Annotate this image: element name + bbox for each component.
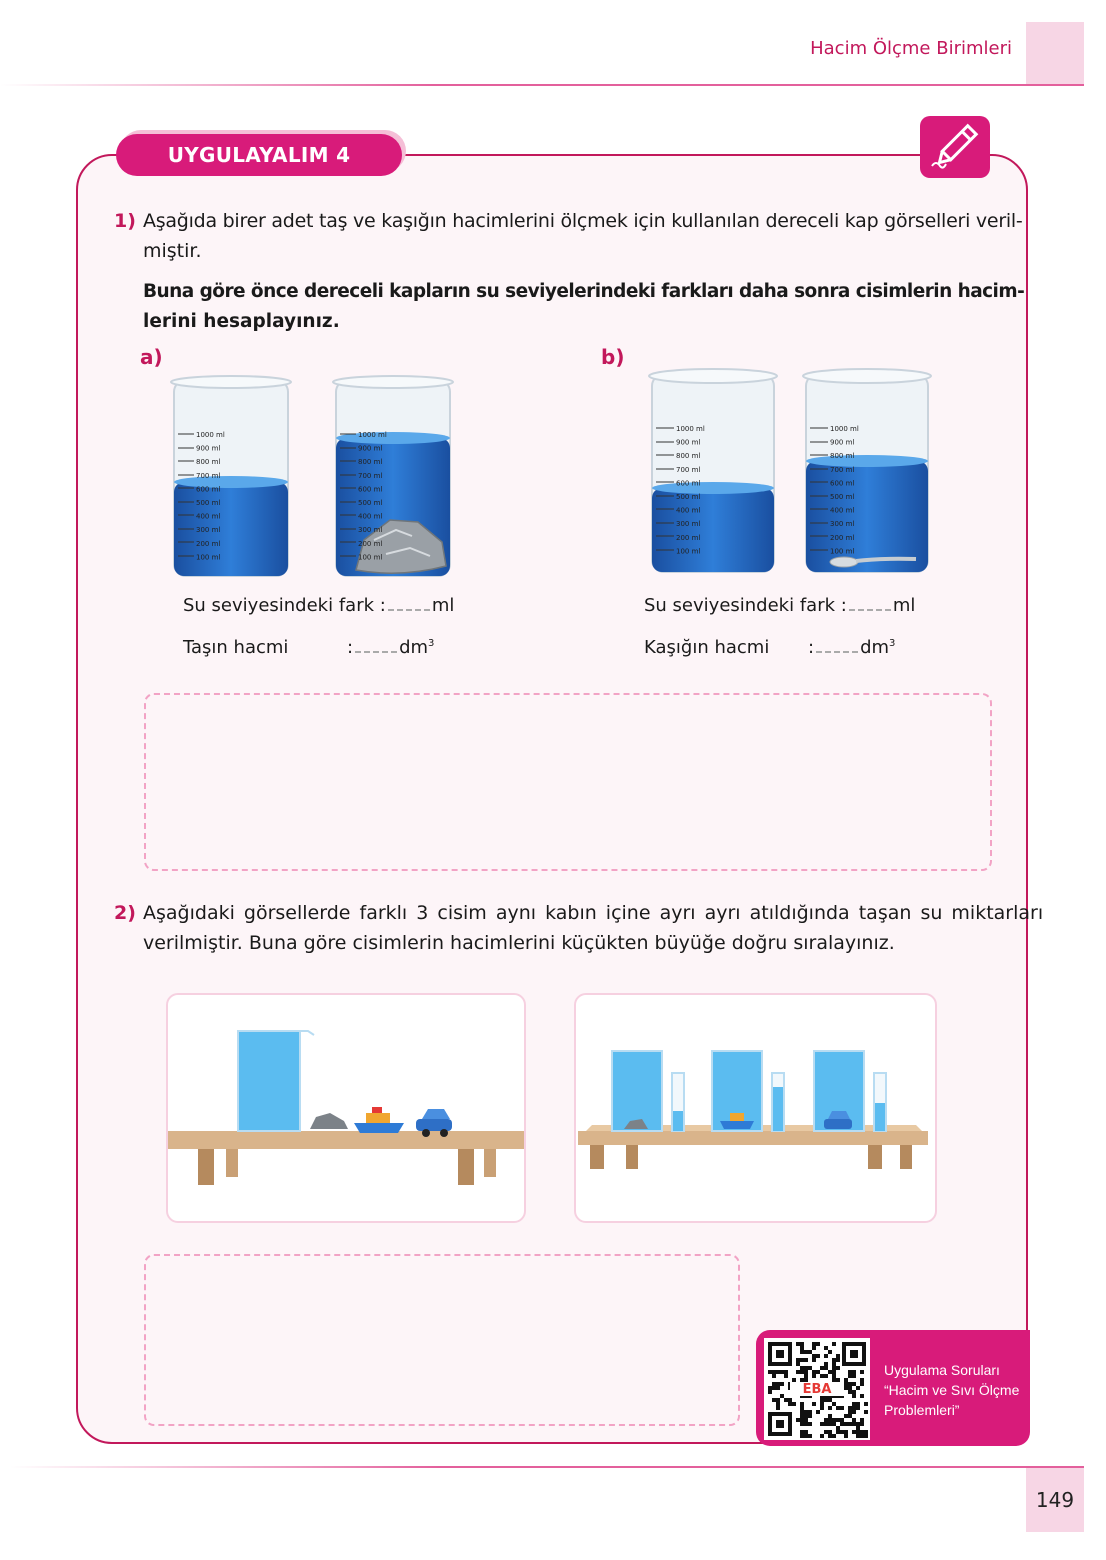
rock-small-image [310, 1113, 348, 1129]
scale-label: 200 ml [358, 539, 383, 548]
header-title: Hacim Ölçme Birimleri [810, 38, 1012, 59]
section-badge: UYGULAYALIM 4 [116, 134, 402, 176]
part-b-volume-blank[interactable] [816, 637, 858, 653]
part-a-volume-blank[interactable] [355, 637, 397, 653]
eba-caption-line1: Uygulama Soruları [884, 1362, 1000, 1378]
scene-objects [166, 993, 526, 1223]
boat-toy-image [354, 1107, 404, 1133]
part-a-volume-colon: : [347, 637, 354, 658]
scale-label: 800 ml [676, 452, 701, 461]
eba-logo-text: EBA [802, 1382, 832, 1397]
footer-divider [10, 1466, 1084, 1468]
answer-box-1[interactable] [144, 693, 992, 871]
part-a-difference-blank[interactable] [388, 595, 430, 611]
scale-label: 600 ml [830, 479, 855, 488]
scale-label: 200 ml [676, 533, 701, 542]
scale-label: 800 ml [358, 458, 383, 467]
beaker-a-before [171, 376, 291, 576]
question-1-instruction-line1: Buna göre önce dereceli kapların su seviyelerindeki farkları daha sonra cisimlerin hacim- [143, 281, 1025, 302]
header-divider [0, 84, 1084, 86]
scale-label: 800 ml [196, 458, 221, 467]
tube-car-image [874, 1073, 886, 1131]
scale-label: 800 ml [830, 452, 855, 461]
beaker-b-after [803, 369, 931, 572]
question-1-number: 1) [114, 210, 136, 232]
scale-label: 1000 ml [358, 431, 387, 439]
part-a-difference-label: Su seviyesindeki fark : [183, 595, 386, 616]
part-b-volume [808, 637, 895, 658]
question-1-line2: miştir. [143, 240, 202, 262]
part-a-difference-unit: ml [431, 595, 455, 616]
scale-label: 900 ml [830, 438, 855, 447]
question-2-line2: verilmiştir. Buna göre cisimlerin hacimlerini küçükten büyüğe doğru sıralayınız. [143, 932, 895, 954]
beaker-car-image [814, 1051, 864, 1131]
eba-caption-line3: Problemleri” [884, 1402, 960, 1418]
pencil-icon [920, 116, 990, 178]
eba-caption [884, 1360, 1024, 1420]
scale-label: 100 ml [358, 553, 383, 562]
question-1-instruction [143, 277, 1025, 337]
scale-label: 600 ml [196, 485, 221, 494]
part-a-volume-exponent: 3 [428, 638, 435, 649]
scale-label: 700 ml [676, 465, 701, 474]
part-b-difference-blank[interactable] [849, 595, 891, 611]
scale-label: 500 ml [830, 493, 855, 501]
tube-rock-image [672, 1073, 684, 1131]
question-1-line1: Aşağıda birer adet taş ve kaşığın hacimlerini ölçmek için kullanılan dereceli kap görselleri veril- [143, 210, 1023, 232]
scale-label: 100 ml [676, 547, 701, 556]
beaker-b-before [649, 369, 777, 572]
scale-label: 400 ml [196, 512, 221, 521]
scale-label: 200 ml [196, 539, 221, 548]
part-b-label: b) [601, 345, 625, 369]
beaker-full-image [238, 1031, 314, 1131]
beaker-boat-image [712, 1051, 762, 1131]
scale-label: 300 ml [676, 520, 701, 529]
scale-label: 100 ml [830, 547, 855, 556]
scale-label: 900 ml [676, 438, 701, 447]
corner-tab [1026, 22, 1084, 86]
scale-label: 500 ml [196, 499, 221, 507]
beakers-part-a [160, 370, 470, 585]
question-2-line1: Aşağıdaki görsellerde farklı 3 cisim aynı kabın içine ayrı ayrı atıldığında taşan su miktarları [143, 902, 1044, 924]
scene-overflow-results [574, 993, 937, 1223]
part-a-volume [347, 637, 434, 658]
part-b-volume-label: Kaşığın hacmi [644, 637, 770, 658]
part-b-difference-unit: ml [892, 595, 916, 616]
scale-label: 600 ml [676, 479, 701, 488]
question-1-text [143, 206, 1023, 266]
scale-label: 600 ml [358, 485, 383, 494]
tube-boat-image [772, 1073, 784, 1131]
scale-label: 700 ml [196, 471, 221, 480]
page-number: 149 [1026, 1468, 1084, 1532]
beaker-rock-image [612, 1051, 662, 1131]
scale-label: 700 ml [830, 465, 855, 474]
question-2-number: 2) [114, 902, 136, 924]
part-b-difference-label: Su seviyesindeki fark : [644, 595, 847, 616]
part-b-difference [644, 595, 915, 616]
part-b-volume-unit: dm [860, 637, 890, 658]
scale-label: 300 ml [358, 526, 383, 535]
scale-label: 300 ml [830, 520, 855, 529]
question-1-instruction-line2: lerini hesaplayınız. [143, 311, 340, 332]
question-2-text [143, 898, 1044, 958]
part-a-volume-unit: dm [399, 637, 429, 658]
part-a-label: a) [140, 345, 163, 369]
part-b-volume-exponent: 3 [889, 638, 896, 649]
scale-label: 1000 ml [830, 425, 859, 433]
beaker-a-after [333, 376, 453, 576]
scale-label: 500 ml [358, 499, 383, 507]
scale-label: 400 ml [358, 512, 383, 521]
scale-label: 700 ml [358, 471, 383, 480]
part-a-volume-label: Taşın hacmi [183, 637, 289, 658]
scale-label: 900 ml [196, 444, 221, 453]
scale-label: 900 ml [358, 444, 383, 453]
qr-code-icon[interactable] [764, 1338, 870, 1440]
scale-label: 200 ml [830, 533, 855, 542]
scale-label: 300 ml [196, 526, 221, 535]
scale-label: 400 ml [676, 506, 701, 515]
scale-label: 1000 ml [196, 431, 225, 439]
part-a-difference [183, 595, 454, 616]
scale-label: 400 ml [830, 506, 855, 515]
eba-caption-line2: “Hacim ve Sıvı Ölçme [884, 1382, 1020, 1398]
scale-label: 500 ml [676, 493, 701, 501]
part-b-volume-colon: : [808, 637, 815, 658]
answer-box-2[interactable] [144, 1254, 740, 1426]
beakers-part-b [640, 364, 950, 579]
scale-label: 1000 ml [676, 425, 705, 433]
scale-label: 100 ml [196, 553, 221, 562]
